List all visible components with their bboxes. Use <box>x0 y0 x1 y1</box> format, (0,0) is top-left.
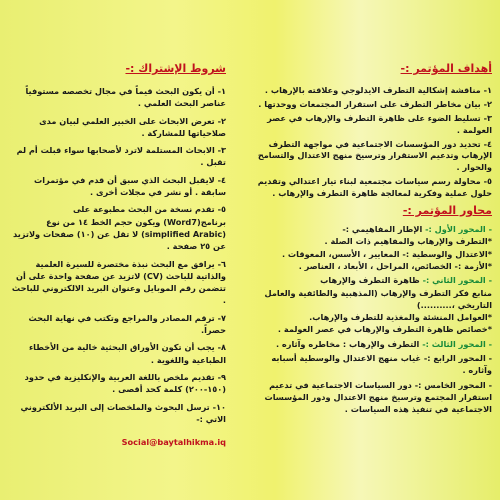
terms-list <box>8 85 226 425</box>
list-item: ٢- تعرض الابحاث على الخبير العلمي لبيان مدى صلاحياتها للمشاركة . <box>39 115 226 138</box>
axes-title: محاور المؤتمر :- <box>402 204 492 218</box>
terms-title: شروط الإشتراك :- <box>125 62 226 75</box>
list-item: *التطرف والإرهاب والمفاهيم ذات الصلة . <box>324 236 492 247</box>
list-item: ٩- تقديم ملخص باللغة العربية والإنكليزية في حدود (١٥٠-٢٠٠) كلمة كحد أقصى . <box>24 371 226 395</box>
list-item: ٥- محاولة رسم سياسات مجتمعية لبناء تيار اعتدالي وتقديم حلول عملية وفكرية لمعالجة ظاهرة التطرف والإرهاب . <box>257 176 492 199</box>
list-item: *العوامل المنشئة والمغذية للتطرف والإرهاب. <box>309 312 492 323</box>
axis-heading: دور السياسات الاجتماعية في تدعيم استقرار المجتمع وترسيخ منهج الاعتدال ودور المؤسسات الاجتماعية في تنفيذ هذه السياسات . <box>264 379 492 415</box>
terms-column <box>0 0 240 500</box>
axis-heading: التطرف والإرهاب : مخاطره وآثاره . <box>275 338 420 349</box>
list-item: *الاعتدال والوسطية :- المعايير ، الأسس، المعوقات . <box>281 248 492 259</box>
axis-label: - المحور الأول :- <box>425 224 492 235</box>
list-item: ٧- ترقم المصادر والمراجع وتكتب في نهاية البحث حصراً. <box>28 312 226 336</box>
axis-heading: غياب منهج الاعتدال والوسطية أسبابه وآثاره . <box>271 352 492 376</box>
list-item: ١٠- ترسل البحوث والملخصات إلى البريد الألكتروني الاتي :- <box>20 401 226 424</box>
list-item: ٢- بيان مخاطر التطرف على استقرار المجتمعات ووحدتها . <box>258 98 492 109</box>
axis-label: - المحور الثالث :- <box>422 338 492 349</box>
axis-label: - المحور الخامس :- <box>414 379 492 390</box>
axis-label: - المحور الرابع :- <box>423 352 492 363</box>
list-item: *خصائص ظاهرة التطرف والإرهاب في عصر العولمة . <box>277 324 492 335</box>
axis-3 <box>252 338 492 350</box>
axis-2 <box>252 274 492 335</box>
list-item: ٤- لايقبل البحث الذي سبق أن قدم في مؤتمرات سابقة . أو نشر في مجلات أخرى . <box>33 174 226 198</box>
list-item: ٣- الابحاث المستلمة لاترد لأصحابها سواء قبلت أم لم تقبل . <box>16 145 226 168</box>
objectives-title: أهداف المؤتمر :- <box>400 62 492 75</box>
list-item: ٥- تقدم نسخة من البحث مطبوعة على برنامج(Word7) ويكون حجم الخط ١٤ من نوع (simplified Arabic) لا تقل عن (١٠) صفحات ولاتزيد عن ٢٥ صفحة . <box>12 204 226 252</box>
axis-4 <box>252 352 492 377</box>
axis-heading: الإطار المفاهيمي :- <box>342 224 423 235</box>
axis-label: - المحور الثاني :- <box>422 275 492 286</box>
list-item: ٦- يرافق مع البحث نبذة مختصرة للسيرة العلمية والذاتية للباحث (CV) لاتزيد عن صفحة واحدة على أن تتضمن رقم الموبايل وعنوان البريد الالكتروني للباحث . <box>11 258 226 306</box>
list-item: منابع فكر التطرف والإرهاب (المذهبية والطائفية والعامل التاريخي ،..........) <box>264 287 492 310</box>
axis-heading: ظاهرة التطرف والإرهاب <box>320 275 420 286</box>
objectives-axes-column <box>238 0 500 500</box>
axis-1 <box>252 223 492 272</box>
list-item: *الأزمة :- الخصائص، المراحل ، الأبعاد ، العناصر . <box>298 260 492 271</box>
email-link[interactable]: Social@baytalhikma.iq <box>121 437 226 448</box>
list-item: ٣- تسليط الضوء على ظاهرة التطرف والإرهاب في عصر العولمة . <box>267 112 492 135</box>
axis-5 <box>252 379 492 416</box>
list-item: ١- أن يكون البحث قيماً في مجال تخصصه مستوفياً عناصر البحث العلمي . <box>25 86 226 109</box>
list-item: ٨- يجب أن تكون الأوراق البحثية خالية من الأخطاء الطباعية واللغوية . <box>28 342 226 365</box>
list-item: ٤- تحديد دور المؤسسات الاجتماعية في مواجهة التطرف الإرهاب وتدعيم الاستقرار وترسيخ منهج الاعتدال والتسامح والحوار . <box>257 138 492 173</box>
list-item: ١- مناقشة إشكالية التطرف الايدلوجي وعلاقته بالإرهاب . <box>264 85 492 95</box>
objectives-list <box>252 85 492 200</box>
